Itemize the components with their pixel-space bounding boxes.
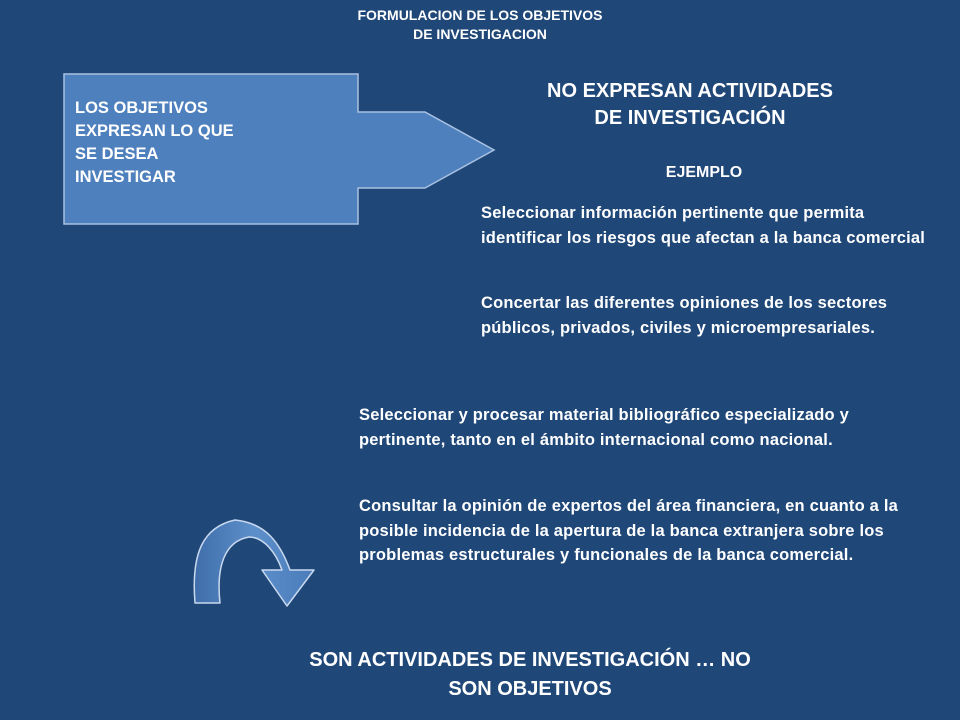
objectives-line: SE DESEA <box>75 145 159 163</box>
no-activities-heading-line-2: DE INVESTIGACIÓN <box>594 107 786 129</box>
activity-paragraph-1: Seleccionar y procesar material bibliográfico especializado y pertinente, tanto en el ámbito internacional como nacional. <box>359 406 849 449</box>
example-paragraph-1: Seleccionar información pertinente que permita identificar los riesgos que afectan a la banca comercial <box>481 204 926 247</box>
activity-paragraph-2: Consultar la opinión de expertos del área financiera, en cuanto a la posible incidencia de la apertura de la banca extranjera sobre los problemas estructurales y funcionales de la banca comercial. <box>359 497 898 564</box>
objectives-line: EXPRESAN LO QUE <box>75 122 234 140</box>
no-activities-heading-line-1: NO EXPRESAN ACTIVIDADES <box>547 80 833 102</box>
slide-title-line-1: FORMULACION DE LOS OBJETIVOS <box>357 7 603 23</box>
conclusion-statement <box>200 646 860 704</box>
example-paragraph-2: Concertar las diferentes opiniones de los sectores públicos, privados, civiles y microempresariales. <box>481 294 888 337</box>
conclusion-line-1: SON ACTIVIDADES DE INVESTIGACIÓN … NO <box>309 649 751 671</box>
conclusion-line-2: SON OBJETIVOS <box>448 678 612 700</box>
no-activities-heading <box>470 78 910 132</box>
objectives-statement <box>75 97 335 189</box>
objectives-line: LOS OBJETIVOS <box>75 99 208 117</box>
objectives-line: INVESTIGAR <box>75 168 176 186</box>
slide-title-line-2: DE INVESTIGACION <box>413 26 547 42</box>
curved-arrow-icon <box>194 520 314 606</box>
example-label: EJEMPLO <box>665 164 743 181</box>
